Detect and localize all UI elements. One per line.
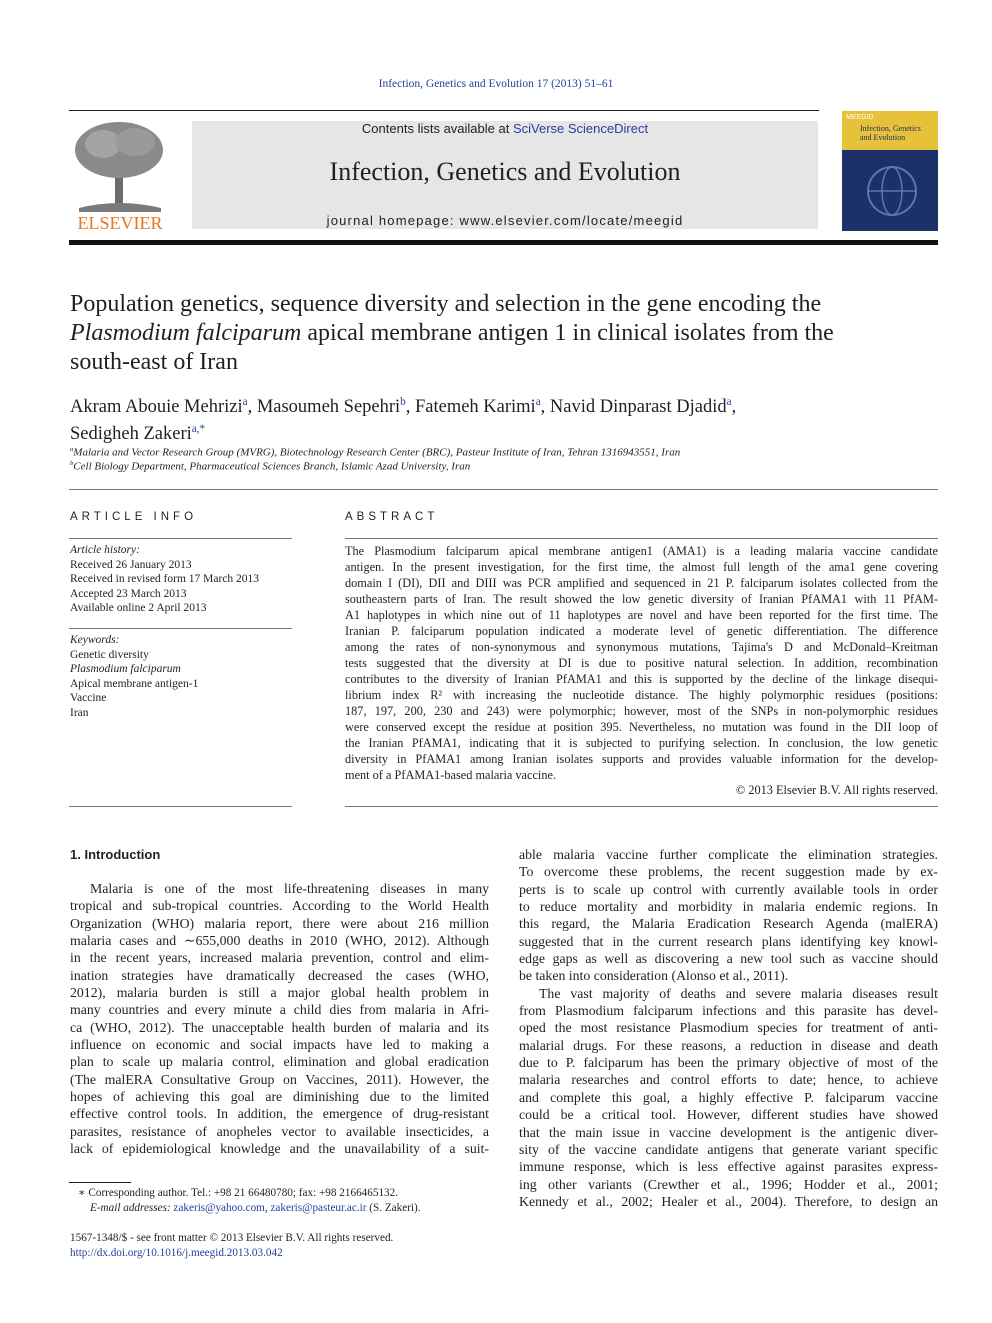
text-line: parasites, resistance of anopheles vector to available insecticides, a xyxy=(70,1123,489,1139)
divider xyxy=(69,538,292,539)
divider xyxy=(69,628,292,629)
intro-left-column xyxy=(70,880,489,1158)
text-line: plan to scale up malaria control, elimination and global eradication xyxy=(70,1054,489,1070)
text-line: 187, 197, 200, 230 and 243) were polymorphic; however, most of the SNPs in non-polymorphic residues xyxy=(345,704,938,718)
journal-banner xyxy=(192,121,818,229)
text-line: could be a critical tool. However, different studies have showed xyxy=(519,1107,938,1123)
text-line: among the rates of non-synonymous and synonymous mutations, Tajima's D and McDonald–Kreitman xyxy=(345,640,938,654)
text-line: malarial drugs. For these reasons, a reduction in disease and death xyxy=(519,1037,938,1053)
text-line: suggested that in the current research plans identifying key knowl- xyxy=(519,933,938,949)
homepage-url[interactable]: www.elsevier.com/locate/meegid xyxy=(459,213,684,228)
text-line: due to P. falciparum has been the primary objective of most of the xyxy=(519,1055,938,1071)
text-line: to reduce mortality and morbidity in malaria endemic regions. In xyxy=(519,899,938,915)
text-line: malaria cases and ∼655,000 deaths in 2010 (WHO, 2012). Although xyxy=(70,933,489,949)
author[interactable]: Sedigheh Zakeri$^{a,*}$ xyxy=(70,423,205,445)
journal-cover[interactable] xyxy=(842,111,938,231)
abstract-body xyxy=(345,543,938,783)
text-line: Kennedy et al., 2002; Healer et al., 2004). Therefore, to design an xyxy=(519,1193,938,1209)
copyright: © 2013 Elsevier B.V. All rights reserved. xyxy=(735,783,938,797)
text-line: (The malERA Consultative Group on Vaccines, 2011). However, the xyxy=(70,1071,489,1087)
text-line: that the main issue in vaccine development is the antigenic diver- xyxy=(519,1124,938,1140)
corresponding-footnote: ∗ Corresponding author. Tel.: +98 21 66480780; fax: +98 2166465132. E-mail addresses: zakeris@yahoo.com, zakeris@pasteur.ac.ir (S. Zakeri). xyxy=(78,1187,421,1214)
text-line: immune response, which is less effective against parasites express- xyxy=(519,1159,938,1175)
elsevier-wordmark: ELSEVIER xyxy=(77,213,163,232)
text-line: diversity in PfAMA1 among Iranian isolates supports and provides valuable information for the develop- xyxy=(345,752,938,766)
abstract-heading: ABSTRACT xyxy=(345,511,439,523)
text-line: tropical and sub-tropical countries. According to the World Health xyxy=(70,898,489,914)
text-line: ment of a PfAMA1-based malaria vaccine. xyxy=(345,768,557,782)
author[interactable]: Masoumeh Sepehri$^b$ xyxy=(256,396,406,418)
text-line: be taken into consideration (Alonso et al., 2011). xyxy=(519,968,789,984)
journal-homepage: journal homepage: www.elsevier.com/locate/meegid xyxy=(326,213,684,228)
affiliation: $^b$Cell Biology Department, Pharmaceutical Sciences Branch, Islamic Azad University, Iran xyxy=(70,460,471,473)
author-list: Akram Abouie Mehrizi$^a$, Masoumeh Sepehri$^b$, Fatemeh Karimi$^a$, Navid Dinparast Djadid$^a$, Sedigheh Zakeri$^{a,*}$ xyxy=(70,396,737,445)
text-line: The Plasmodium falciparum apical membrane antigen1 (AMA1) is a leading malaria vaccine candidate xyxy=(345,544,938,558)
cover-title: Infection, Genetics and Evolution xyxy=(860,124,921,142)
text-line: effective control tools. In addition, the emergence of drug-resistant xyxy=(70,1106,489,1122)
text-line: The vast majority of deaths and severe malaria diseases result xyxy=(539,985,938,1001)
text-line: southeastern parts of Iran. The result showed the low genetic diversity of Iranian PfAMA1 with 11 PfAM- xyxy=(345,592,938,606)
elsevier-logo xyxy=(69,120,171,232)
article-info-heading: ARTICLE INFO xyxy=(70,511,198,523)
text-line: malaria researches and control efforts to date; hence, to achieve xyxy=(519,1072,938,1088)
text-line: the Iranian PfAMA1, indicating that it is subjected to purifying selection. In conclusion, the low genetic xyxy=(345,736,938,750)
cover-label: MEEGID xyxy=(846,114,874,121)
text-line: tests suggested that the diversity at DI is due to positive natural selection. In addition, recombination xyxy=(345,656,938,670)
text-line: To overcome these problems, the recent suggestion made by ex- xyxy=(519,864,938,880)
running-head[interactable]: Infection, Genetics and Evolution 17 (2013) 51–61 xyxy=(378,78,614,90)
text-line: in the recent years, increased malaria prevention, control and elim- xyxy=(70,950,489,966)
footnote-rule xyxy=(69,1182,131,1183)
text-line: Malaria is one of the most life-threatening diseases in many xyxy=(90,881,489,896)
text-line: A1 haplotypes in which nine out of 11 haplotypes are novel and have been reported for the first time. The xyxy=(345,608,938,622)
email-link[interactable]: zakeris@pasteur.ac.ir xyxy=(270,1201,367,1214)
text-line: antigen. In the present investigation, for the first time, the almost full length of the ama1 gene covering xyxy=(345,560,938,574)
author[interactable]: Fatemeh Karimi$^a$ xyxy=(414,396,541,418)
intro-right-column xyxy=(519,846,938,1210)
contents-line: Contents lists available at SciVerse ScienceDirect xyxy=(361,121,649,136)
text-line: were conserved except the residue at position 395. Nevertheless, no mutation was found in the DII loop of xyxy=(345,720,938,734)
text-line: and complete this goal, a highly effective P. falciparum vaccine xyxy=(519,1089,938,1105)
text-line: Iranian P. falciparum population indicated a moderate level of genetic differentiation. The difference xyxy=(345,624,938,638)
text-line: able malaria vaccine further complicate the elimination strategies. xyxy=(519,847,938,862)
text-line: domain I (DI), DII and DIII was PCR amplified and sequenced in 21 P. falciparum isolates collected from the xyxy=(345,576,938,590)
text-line: from Plasmodium falciparum infections and this parasite has devel- xyxy=(519,1003,938,1019)
text-line: 2012), malaria burden is still a major global health problem in xyxy=(70,985,489,1001)
text-line: edge gaps as well as discovering a new tool such as vaccine should xyxy=(519,951,938,967)
text-line: Organization (WHO) malaria report, there were about 216 million xyxy=(70,915,489,931)
text-line: this regard, the Malaria Eradication Research Agenda (malERA) xyxy=(519,916,938,932)
text-line: contributes to the diversity of Iranian PfAMA1 and this is supported by the decline of the linkage disequi- xyxy=(345,672,938,686)
article-history: Article history: Received 26 January 2013 Received in revised form 17 March 2013 Accepted 23 March 2013 Available online 2 April 2013 xyxy=(70,544,260,614)
cover-band xyxy=(842,111,938,150)
author[interactable]: Navid Dinparast Djadid$^a$ xyxy=(549,396,732,418)
text-line: hopes of achieving this goal are diminishing due to the limited xyxy=(70,1089,489,1105)
text-line: sity of the vaccine candidate antigens that generate variant specific xyxy=(519,1141,938,1157)
text-line: ca (WHO, 2012). The unacceptable health burden of malaria and its xyxy=(70,1019,489,1035)
text-line: perts is to scale up control with currently available tools in order xyxy=(519,881,938,897)
text-line: lack of epidemiological knowledge and the unavailability of a suit- xyxy=(70,1141,489,1157)
doi-link[interactable]: http://dx.doi.org/10.1016/j.meegid.2013.03.042 xyxy=(70,1246,283,1259)
article-title: Population genetics, sequence diversity and selection in the gene encoding the Plasmodium falciparum apical membrane antigen 1 in clinical isolates from the south-east of Iran xyxy=(70,291,834,375)
text-line: oped the most resistance Plasmodium species for treatment of anti- xyxy=(519,1020,938,1036)
text-line: influence on economic and social impacts have led to making a xyxy=(70,1037,489,1053)
affiliation: $^a$Malaria and Vector Research Group (MVRG), Biotechnology Research Center (BRC), Pasteur Institute of Iran, Tehran 1316943551, Iran xyxy=(70,446,681,459)
text-line: ing other variants (Crewther et al., 1996; Hodder et al., 2001; xyxy=(519,1176,938,1192)
sciencedirect-link[interactable]: SciVerse ScienceDirect xyxy=(512,121,649,136)
divider xyxy=(345,538,938,539)
author[interactable]: Akram Abouie Mehrizi$^a$ xyxy=(70,396,248,418)
divider xyxy=(345,806,938,807)
text-line: ination strategies have dramatically decreased the cases (WHO, xyxy=(70,967,489,983)
globe-icon xyxy=(862,161,922,221)
divider xyxy=(69,806,292,807)
section-heading: 1. Introduction xyxy=(70,847,161,862)
text-line: many countries and every minute a child dies from malaria in Afri- xyxy=(70,1002,489,1018)
email-link[interactable]: zakeris@yahoo.com xyxy=(173,1201,265,1214)
header-rule xyxy=(69,110,819,111)
divider xyxy=(69,489,938,490)
text-line: librium index R² with increasing the nucleotide distance. The highly polymorphic residues (positions: xyxy=(345,688,938,702)
keywords: Keywords: Genetic diversity Plasmodium falciparum Apical membrane antigen-1 Vaccine Iran xyxy=(70,634,199,719)
header-thick-rule xyxy=(69,240,938,245)
issn-footnote: 1567-1348/$ - see front matter © 2013 Elsevier B.V. All rights reserved. http://dx.doi.org/10.1016/j.meegid.2013.03.042 xyxy=(70,1232,394,1259)
journal-title: Infection, Genetics and Evolution xyxy=(329,157,681,186)
